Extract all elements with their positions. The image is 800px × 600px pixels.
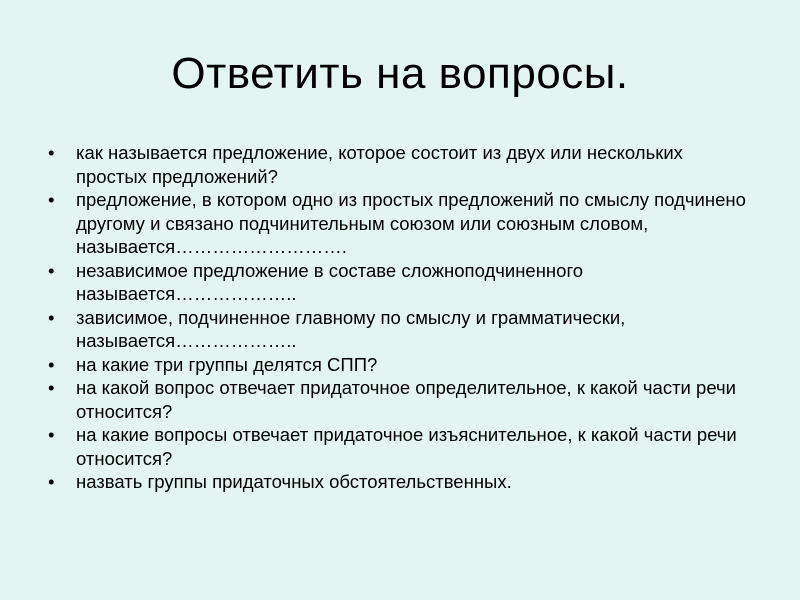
question-text: на какие три группы делятся СПП?	[76, 353, 378, 375]
question-text: зависимое, подчиненное главному по смыслу и грамматически, называется………………..	[76, 306, 626, 351]
bullet-icon: •	[48, 353, 55, 375]
list-item	[48, 141, 748, 188]
question-list	[48, 141, 748, 494]
question-text: назвать группы придаточных обстоятельственных.	[76, 471, 512, 492]
bullet-icon: •	[48, 142, 55, 163]
list-item	[48, 259, 748, 306]
slide-title: Ответить на вопросы.	[171, 49, 629, 98]
list-item	[48, 423, 748, 470]
question-text: на какие вопросы отвечает придаточное изъяснительное, к какой части речи относится?	[76, 424, 737, 469]
bullet-icon: •	[48, 306, 55, 328]
list-item	[48, 306, 748, 353]
question-text: на какой вопрос отвечает придаточное определительное, к какой части речи относится?	[76, 377, 736, 422]
bullet-icon: •	[48, 189, 55, 210]
question-text: предложение, в котором одно из простых предложений по смыслу подчинено другому и связано подчинительным союзом или союзным словом, называется……………………….	[76, 189, 746, 257]
bullet-icon: •	[48, 259, 55, 281]
list-item	[48, 376, 748, 423]
list-item	[48, 188, 748, 259]
question-text: как называется предложение, которое состоит из двух или нескольких простых предложений?	[76, 142, 683, 187]
bullet-icon: •	[48, 471, 55, 492]
bullet-icon: •	[48, 377, 55, 398]
bullet-icon: •	[48, 424, 55, 445]
list-item	[48, 470, 748, 494]
list-item	[48, 353, 748, 377]
question-text: независимое предложение в составе сложноподчиненного называется………………..	[76, 259, 584, 304]
